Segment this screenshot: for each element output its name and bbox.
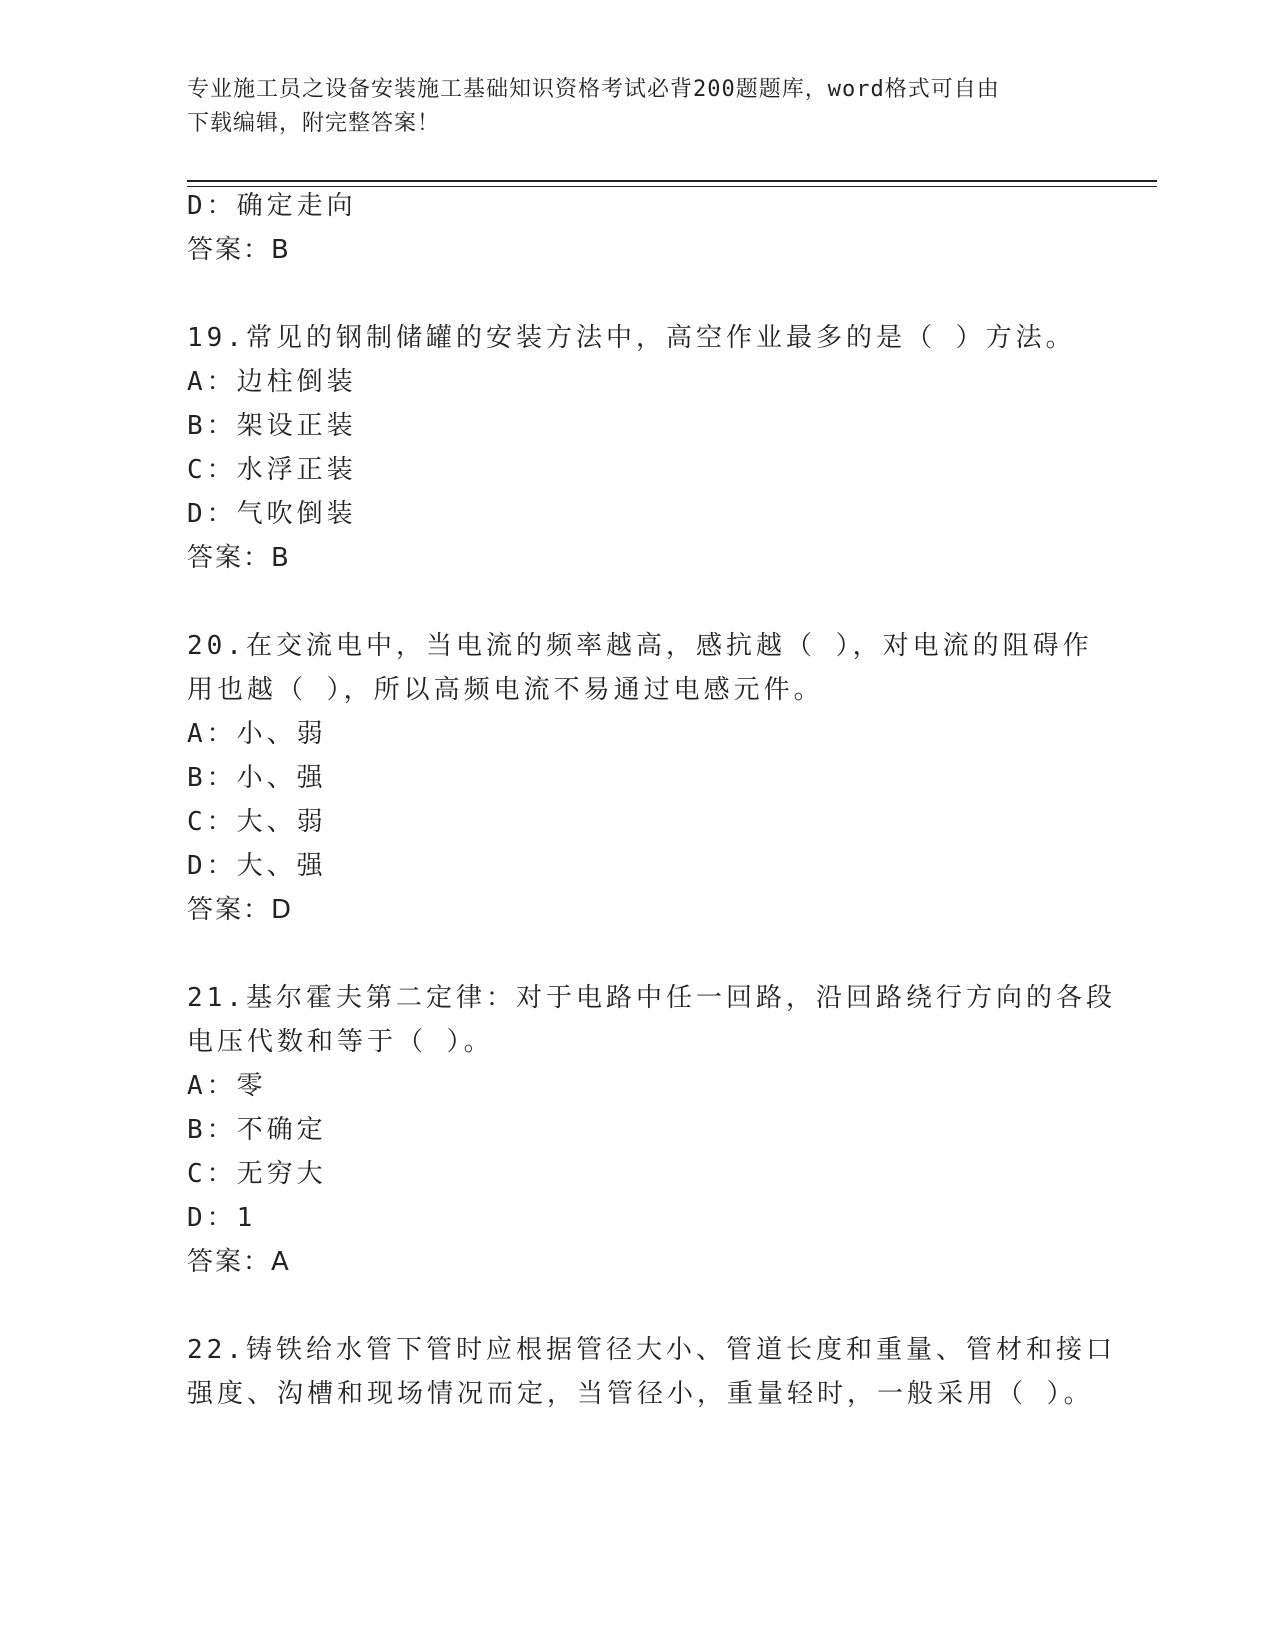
question-stem-continued: 用也越（ ），所以高频电流不易通过电感元件。 xyxy=(187,675,824,705)
option-b: B：不确定 xyxy=(187,1115,327,1145)
header-divider-thin xyxy=(187,186,1157,187)
option-c: C：水浮正装 xyxy=(187,455,357,485)
option-a: A：零 xyxy=(187,1071,267,1101)
answer: 答案：A xyxy=(187,1247,291,1277)
header-title-line-2: 下载编辑，附完整答案！ xyxy=(187,111,441,136)
question-stem: 21.基尔霍夫第二定律：对于电路中任一回路，沿回路绕行方向的各段 xyxy=(187,983,1116,1013)
question-stem: 19.常见的钢制储罐的安装方法中，高空作业最多的是（ ）方法。 xyxy=(187,323,1076,353)
question-stem-continued: 强度、沟槽和现场情况而定，当管径小，重量轻时，一般采用（ ）。 xyxy=(187,1379,1094,1409)
option-d: D：大、强 xyxy=(187,851,327,881)
question-stem: 22.铸铁给水管下管时应根据管径大小、管道长度和重量、管材和接口 xyxy=(187,1335,1116,1365)
answer: 答案：B xyxy=(187,543,291,573)
header-title-line-1: 专业施工员之设备安装施工基础知识资格考试必背200题题库，word格式可自由 xyxy=(187,77,1000,102)
header-divider-thick xyxy=(187,180,1157,182)
question-stem-continued: 电压代数和等于（ ）。 xyxy=(187,1027,494,1057)
answer: 答案：D xyxy=(187,895,294,925)
option-c: C：大、弱 xyxy=(187,807,327,837)
option-b: B：小、强 xyxy=(187,763,327,793)
option-a: A：边柱倒装 xyxy=(187,367,357,397)
option-d: D：确定走向 xyxy=(187,191,357,221)
answer: 答案：B xyxy=(187,235,291,265)
option-d: D：气吹倒装 xyxy=(187,499,357,529)
question-stem: 20.在交流电中，当电流的频率越高，感抗越（ ），对电流的阻碍作 xyxy=(187,631,1093,661)
option-d: D：1 xyxy=(187,1203,257,1233)
option-b: B：架设正装 xyxy=(187,411,357,441)
document-header xyxy=(187,73,1067,141)
option-a: A：小、弱 xyxy=(187,719,327,749)
option-c: C：无穷大 xyxy=(187,1159,327,1189)
